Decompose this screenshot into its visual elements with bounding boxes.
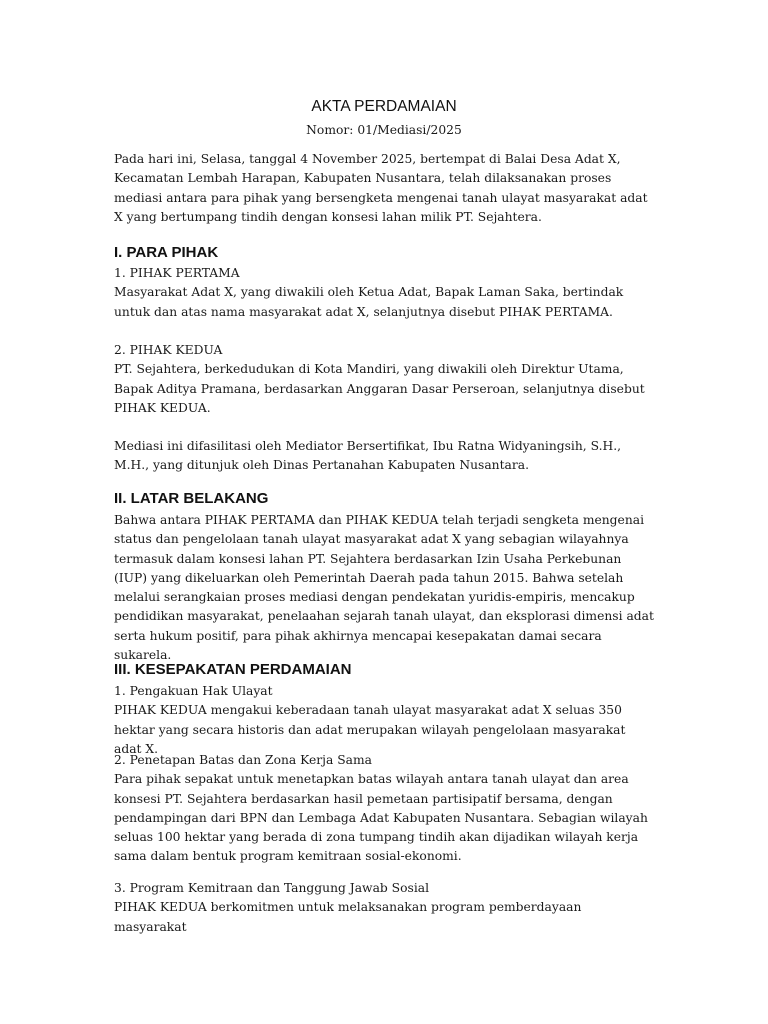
- agreement-item-1-text: PIHAK KEDUA mengakui keberadaan tanah ulayat masyarakat adat X seluas 350 hektar yang secara historis dan adat merupakan wilayah pengelolaan masyarakat adat X.: [114, 703, 626, 756]
- background-paragraph: Bahwa antara PIHAK PERTAMA dan PIHAK KEDUA telah terjadi sengketa mengenai status dan pengelolaan tanah ulayat masyarakat adat X yang sebagian wilayahnya termasuk dalam konsesi lahan PT. Sejahtera berdasarkan Izin Usaha Perkebunan (IUP) yang dikeluarkan oleh Pemerintah Daerah pada tahun 2015. Bahwa setelah melalui serangkaian proses mediasi dengan pendekatan yuridis-empiris, mencakup pendidikan masyarakat, penelaahan sejarah tanah ulayat, dan eksplorasi dimensi adat serta hukum positif, para pihak akhirnya mencapai kesepakatan damai secara sukarela.: [114, 513, 654, 663]
- agreement-item-2: [114, 751, 654, 867]
- party2-text: PT. Sejahtera, berkedudukan di Kota Mandiri, yang diwakili oleh Direktur Utama, Bapak Aditya Pramana, berdasarkan Anggaran Dasar Perseroan, selanjutnya disebut PIHAK KEDUA.: [114, 362, 645, 415]
- party1-text: Masyarakat Adat X, yang diwakili oleh Ketua Adat, Bapak Laman Saka, bertindak untuk dan atas nama masyarakat adat X, selanjutnya disebut PIHAK PERTAMA.: [114, 285, 624, 319]
- party1-label: 1. PIHAK PERTAMA: [114, 266, 240, 280]
- section-heading-para-pihak: I. PARA PIHAK: [114, 244, 219, 261]
- agreement-item-3-text: PIHAK KEDUA berkomitmen untuk melaksanakan program pemberdayaan masyarakat: [114, 900, 582, 934]
- section-heading-kesepakatan: III. KESEPAKATAN PERDAMAIAN: [114, 661, 352, 678]
- document-title: AKTA PERDAMAIAN: [311, 98, 457, 115]
- agreement-item-3: [114, 879, 654, 937]
- party2-block: [114, 341, 654, 418]
- section-heading-latar-belakang: II. LATAR BELAKANG: [114, 490, 269, 507]
- agreement-item-2-text: Para pihak sepakat untuk menetapkan batas wilayah antara tanah ulayat dan area konsesi PT. Sejahtera berdasarkan hasil pemetaan partisipatif bersama, dengan pendampingan dari BPN dan Lembaga Adat Kabupaten Nusantara. Sebagian wilayah seluas 100 hektar yang berada di zona tumpang tindih akan dijadikan wilayah kerja sama dalam bentuk program kemitraan sosial-ekonomi.: [114, 772, 648, 864]
- document-number: Nomor: 01/Mediasi/2025: [306, 123, 462, 137]
- party2-label: 2. PIHAK KEDUA: [114, 343, 223, 357]
- agreement-item-1: [114, 682, 654, 759]
- agreement-item-3-label: 3. Program Kemitraan dan Tanggung Jawab Sosial: [114, 881, 430, 895]
- mediator-paragraph: Mediasi ini difasilitasi oleh Mediator Bersertifikat, Ibu Ratna Widyaningsih, S.H., M.H., yang ditunjuk oleh Dinas Pertanahan Kabupaten Nusantara.: [114, 439, 622, 473]
- intro-paragraph: Pada hari ini, Selasa, tanggal 4 November 2025, bertempat di Balai Desa Adat X, Kecamatan Lembah Harapan, Kabupaten Nusantara, telah dilaksanakan proses mediasi antara para pihak yang bersengketa mengenai tanah ulayat masyarakat adat X yang bertumpang tindih dengan konsesi lahan milik PT. Sejahtera.: [114, 152, 648, 224]
- agreement-item-1-label: 1. Pengakuan Hak Ulayat: [114, 684, 273, 698]
- agreement-item-2-label: 2. Penetapan Batas dan Zona Kerja Sama: [114, 753, 372, 767]
- party1-block: [114, 264, 654, 322]
